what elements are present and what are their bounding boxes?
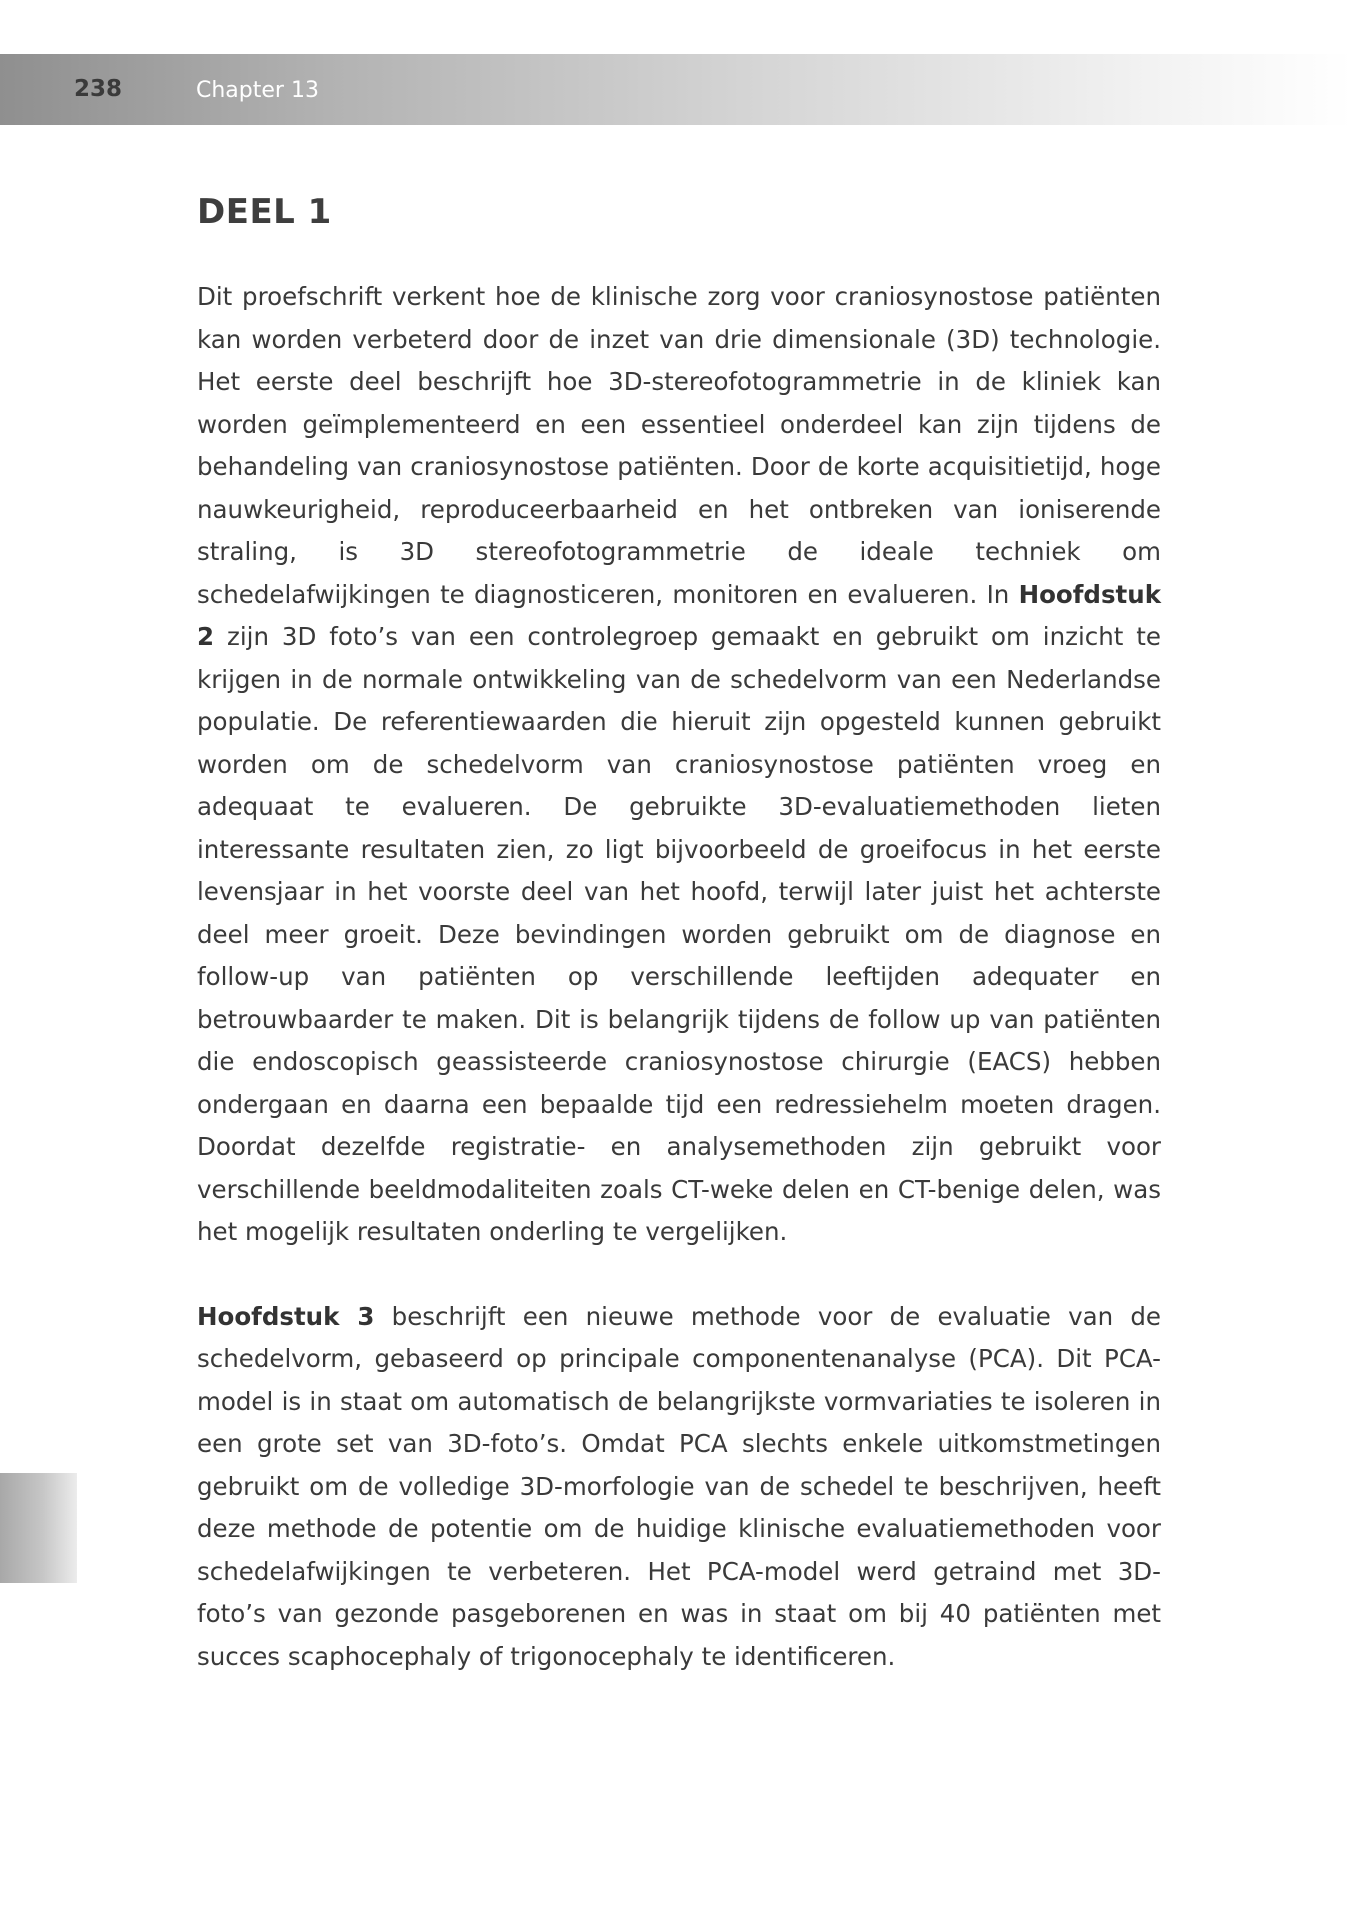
paragraph-1-text-start: Dit proefschrift verkent hoe de klinische zorg voor craniosynostose patiënten kan worden verbeterd door de inzet van drie dimensionale (3D) technologie. Het eerste deel beschrijft hoe 3D-stereofotogrammetrie in de kliniek kan worden geïmplementeerd en een essentieel onderdeel kan zijn tijdens de behandeling van craniosynostose patiënten. Door de korte acquisitietijd, hoge nauwkeurigheid, reproduceerbaarheid en het ontbreken van ioniserende straling, is 3D stereofotogrammetrie de ideale techniek om schedelafwijkingen te diagnosticeren, monitoren en evalueren. In: [197, 282, 1161, 609]
chapter-reference-3: Hoofdstuk 3: [197, 1301, 375, 1331]
page-number: 238: [74, 76, 123, 102]
section-title: DEEL 1: [197, 192, 332, 232]
chapter-label: Chapter 13: [196, 78, 319, 103]
chapter-thumb-tab: [0, 1473, 77, 1583]
page-body: [197, 186, 1161, 1678]
paragraph-1: [197, 276, 1161, 1254]
paragraph-2-text: beschrijft een nieuwe methode voor de evaluatie van de schedelvorm, gebaseerd op principale componentenanalyse (PCA). Dit PCA-model is in staat om automatisch de belangrijkste vormvariaties te isoleren in een grote set van 3D-foto’s. Omdat PCA slechts enkele uitkomstmetingen gebruikt om de volledige 3D-morfologie van de schedel te beschrijven, heeft deze methode de potentie om de huidige klinische evaluatiemethoden voor schedelafwijkingen te verbeteren. Het PCA-model werd getraind met 3D-foto’s van gezonde pasgeborenen en was in staat om bij 40 patiënten met succes scaphocephaly of trigonocephaly te identificeren.: [197, 1301, 1161, 1671]
chapter-reference-2: Hoofdstuk 2: [197, 579, 1161, 651]
running-header: [0, 54, 1352, 125]
paragraph-1-text-end: zijn 3D foto’s van een controlegroep gemaakt en gebruikt om inzicht te krijgen in de normale ontwikkeling van de schedelvorm van een Nederlandse populatie. De referentiewaarden die hieruit zijn opgesteld kunnen gebruikt worden om de schedelvorm van craniosynostose patiënten vroeg en adequaat te evalueren. De gebruikte 3D-evaluatiemethoden lieten interessante resultaten zien, zo ligt bijvoorbeeld de groeifocus in het eerste levensjaar in het voorste deel van het hoofd, terwijl later juist het achterste deel meer groeit. Deze bevindingen worden gebruikt om de diagnose en follow-up van patiënten op verschillende leeftijden adequater en betrouwbaarder te maken. Dit is belangrijk tijdens de follow up van patiënten die endoscopisch geassisteerde craniosynostose chirurgie (EACS) hebben ondergaan en daarna een bepaalde tijd een redressiehelm moeten dragen. Doordat dezelfde registratie- en analysemethoden zijn gebruikt voor verschillende beeldmodaliteiten zoals CT-weke delen en CT-benige delen, was het mogelijk resultaten onderling te vergelijken.: [197, 622, 1161, 1246]
paragraph-2: [197, 1296, 1161, 1679]
